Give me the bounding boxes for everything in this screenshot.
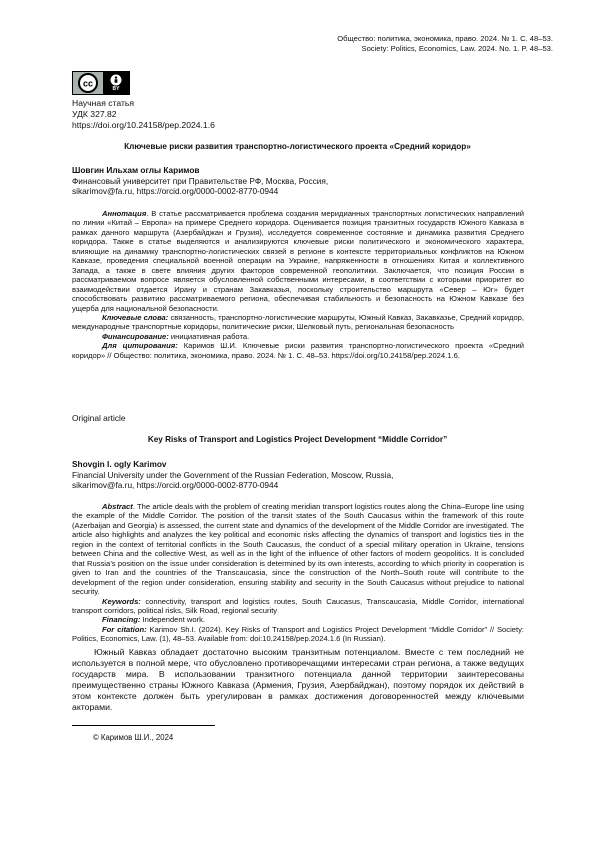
title-ru: Ключевые риски развития транспортно-логистического проекта «Средний коридор»	[124, 142, 471, 151]
doi-link[interactable]: https://doi.org/10.24158/pep.2024.1.6	[72, 120, 215, 130]
abstract-text-en: . The article deals with the problem of creating meridian transport logistics routes along the China–Europe line using the example of the Middle Corridor. The position of the transit states of the South Caucasus within the framework of this route (Azerbaijan and Georgia) is assessed, the current state and dynamics of the development of the Middle Corridor are investigated. The article also highlights and analyzes the key political and economic risks affecting the dynamics of transport and logistics ties in the region in the context of territorial conflicts in the South Caucasus, the conduct of a special military operation in Ukraine, tensions between China and the collective West, as well as in the light of the influence of other factors of modern geopolitics. It is concluded that Russia’s position on the issue under consideration is determined by its own interests, according to which priority in cooperation is given to Iran and the countries of the Transcaucasia, since the construction of the North–South route will contribute to the development of the region under consideration, ensuring stability and security in the South Caucasus without prejudice to national security.	[72, 502, 524, 597]
creative-commons-by-icon[interactable]	[72, 71, 130, 95]
journal-header	[337, 34, 553, 54]
citation-en	[72, 625, 524, 644]
journal-header-ru: Общество: политика, экономика, право. 2024. № 1. С. 48–53.	[337, 34, 553, 43]
author-affiliation-en: Financial University under the Government of the Russian Federation, Moscow, Russia,	[72, 469, 394, 480]
abstract-block-ru	[72, 209, 524, 360]
keywords-label-en: Keywords:	[102, 596, 141, 606]
citation-ru	[72, 341, 524, 360]
article-type: Научная статья	[72, 98, 135, 108]
funding-text-ru: инициативная работа.	[168, 331, 250, 341]
cc-logo	[73, 72, 103, 94]
author-name-en: Shovgin I. ogly Karimov	[72, 459, 167, 469]
author-block-en	[72, 459, 532, 491]
abstract-en	[72, 502, 524, 597]
citation-label-en: For citation:	[102, 624, 147, 634]
journal-header-en: Society: Politics, Economics, Law. 2024. No. 1. P. 48–53.	[361, 44, 553, 53]
abstract-block-en	[72, 502, 524, 644]
author-block-ru	[72, 165, 532, 197]
title-en: Key Risks of Transport and Logistics Project Development “Middle Corridor”	[147, 435, 448, 444]
funding-ru	[72, 332, 524, 341]
abstract-text-ru: . В статье рассматривается проблема создания меридианных транспортных логистических направлений по линии «Китай – Европа» на примере Среднего коридора. Оценивается позиция транзитных государств Южного Кавказа в рамках данного маршрута (Азербайджан и Грузия), исследуется современное состояние и динамика развития Среднего коридора. Также в статье выделяются и анализируются ключевые риски политического и экономического характера, влияющие на динамику транспортно-логистических связей в регионе в контексте территориальных конфликтов на Южном Кавказе, проведения специальной военной операции на Украине, напряженности в отношениях Китая и коллективного Запада, а также в свете влияния других факторов современной геополитики. Заключается, что позиция России в рассматриваемом вопросе является обусловленной собственными интересами, в соответствии с которыми приоритет во взаимодействии отдается Ирану и странам Закавказья, поскольку строительство маршрута «Север – Юг» будет способствовать развитию рассматриваемого региона, обеспечивая стабильность и безопасность на Южном Кавказе без ущерба для национальной безопасности.	[72, 209, 524, 313]
abstract-label-ru: Аннотация	[102, 209, 147, 218]
copyright-notice: © Каримов Ш.И., 2024	[93, 733, 174, 742]
author-contacts-en: sikarimov@fa.ru, https://orcid.org/0000-0002-8770-0944	[72, 480, 279, 490]
abstract-ru	[72, 209, 524, 313]
funding-label-ru: Финансирование:	[102, 331, 169, 341]
keywords-en	[72, 597, 524, 616]
author-name-ru: Шовгин Ильхам оглы Каримов	[72, 165, 200, 175]
udk-code: УДК 327.82	[72, 109, 117, 119]
citation-label-ru: Для цитирования:	[102, 341, 178, 351]
funding-label-en: Financing:	[102, 615, 141, 625]
author-contacts-ru: sikarimov@fa.ru, https://orcid.org/0000-0002-8770-0944	[72, 186, 279, 196]
funding-text-en: Independent work.	[140, 615, 205, 625]
by-badge	[103, 72, 129, 94]
author-affiliation-ru: Финансовый университет при Правительстве РФ, Москва, Россия,	[72, 175, 329, 186]
abstract-label-en: Abstract	[102, 502, 133, 511]
keywords-text-ru: связанность, транспортно-логистические маршруты, Южный Кавказ, Закавказье, Средний коридор, международные транспортные коридоры, политические риски, Шелковый путь, региональная безопасность	[72, 312, 524, 332]
citation-text-en: Karimov Sh.I. (2024). Key Risks of Transport and Logistics Project Development “Middle Corridor” // Society: Politics, Economics, Law. (1), 48–53. Available from: doi:10.24158/pep.2024.1.6 (In Russian).	[72, 624, 524, 644]
by-label: BY	[112, 86, 120, 92]
keywords-label-ru: Ключевые слова:	[102, 312, 169, 322]
keywords-text-en: connectivity, transport and logistics routes, South Caucasus, Transcaucasia, Middle Corridor, international transport corridors, political risks, Silk Road, regional security	[72, 596, 524, 615]
cc-logo-text: cc	[82, 78, 94, 89]
person-icon	[110, 74, 122, 86]
citation-text-ru: Каримов Ш.И. Ключевые риски развития транспортно-логистического проекта «Средний коридор» // Общество: политика, экономика, право. 2024. № 1. С. 48–53. https://doi.org/10.24158/pep.2024.1.6.	[72, 341, 524, 360]
body-paragraph: Южный Кавказ обладает достаточно высоким транзитным потенциалом. Вместе с тем последний не используется в полной мере, что обусловлено противоречащими интересами стран региона, а также ведущих государств мира. В использовании транзитного потенциала данной территории заинтересованы преимущественно страны Южного Кавказа (Армения, Грузия, Азербайджан), поэтому порядок их действий в этом контексте должен быть урегулирован в рамках достижения договоренностей между ключевыми акторами.	[72, 647, 524, 712]
keywords-ru	[72, 313, 524, 332]
article-type-en: Original article	[72, 413, 126, 423]
article-meta	[72, 98, 215, 131]
footnote-divider	[72, 725, 215, 726]
funding-en	[72, 615, 524, 624]
